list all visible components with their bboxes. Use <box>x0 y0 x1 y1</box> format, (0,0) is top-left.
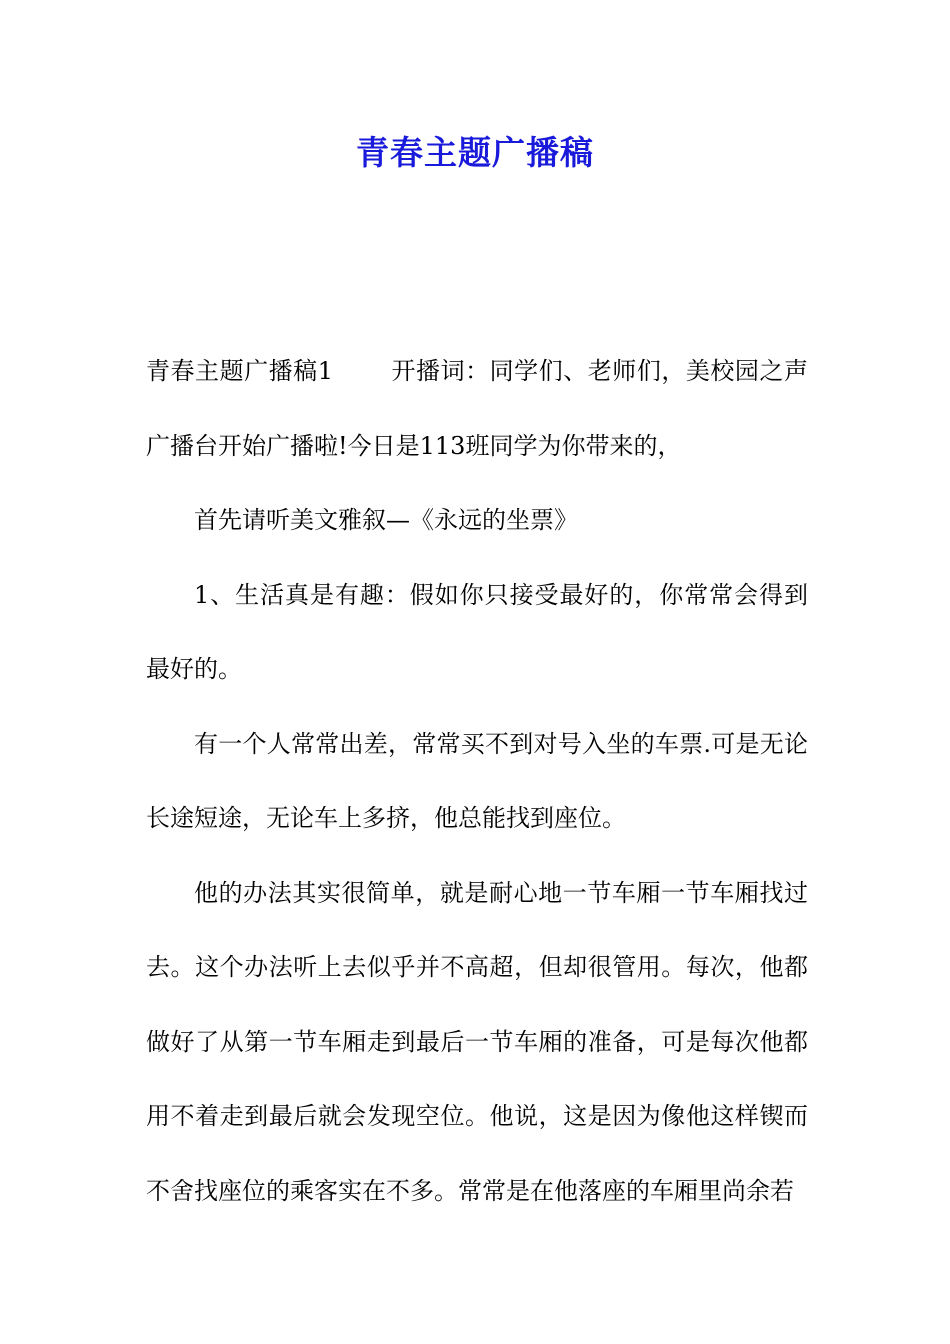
document-body <box>146 334 808 1228</box>
paragraph: 首先请听美文雅叙—《永远的坐票》 <box>194 506 578 534</box>
paragraph: 有一个人常常出差，常常买不到对号入坐的车票.可是无论长途短途，无论车上多挤，他总能找到座位。 <box>146 729 808 832</box>
paragraph-text: 开播词：同学们、老师们，美校园之声广播台开始广播啦!今日是113班同学为你带来的， <box>146 357 808 460</box>
broadcast-heading: 青春主题广播稿1 <box>146 357 333 385</box>
paragraph: 1、生活真是有趣：假如你只接受最好的，你常常会得到最好的。 <box>146 580 808 683</box>
paragraph: 他的办法其实很简单，就是耐心地一节车厢一节车厢找过去。这个办法听上去似乎并不高超，但却很管用。每次，他都做好了从第一节车厢走到最后一节车厢的准备，可是每次他都用不着走到最后就会发现空位。他说，这是因为像他这样锲而不舍找座位的乘客实在不多。常常是在他落座的车厢里尚余若 <box>146 878 808 1205</box>
paragraph-opening <box>146 334 808 483</box>
document-title: 青春主题广播稿 <box>356 133 594 172</box>
